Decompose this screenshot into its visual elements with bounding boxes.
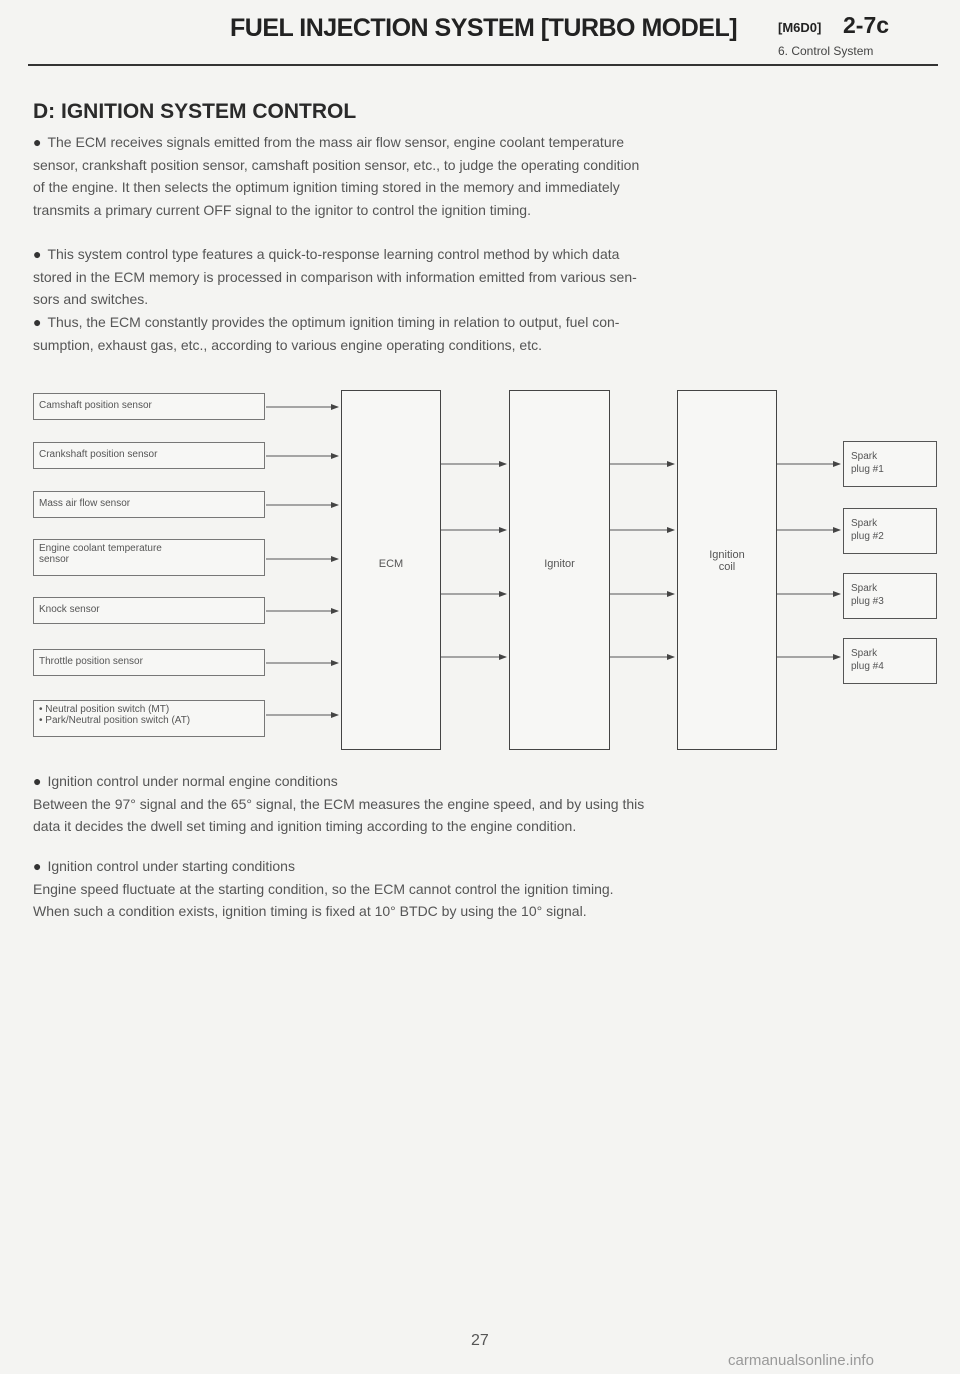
sensor-label: Mass air flow sensor bbox=[39, 498, 131, 509]
note-heading: Ignition control under starting conditions bbox=[47, 858, 295, 874]
note-heading: Ignition control under normal engine conditions bbox=[47, 773, 338, 789]
paragraph-text: The ECM receives signals emitted from the mass air flow sensor, engine coolant temperature sensor, crankshaft position sensor, camshaft position sensor, etc., to judge the operating condition of the engine. It then selects the optimum ignition timing stored in the memory and immediately transmits a primary current OFF signal to the ignitor to control the ignition timing. bbox=[33, 134, 640, 218]
sensor-label: Engine coolant temperature sensor bbox=[39, 543, 162, 565]
section-heading: D: IGNITION SYSTEM CONTROL bbox=[33, 100, 357, 123]
sensor-label: • Neutral position switch (MT) • Park/Neutral position switch (AT) bbox=[39, 704, 191, 726]
sensor-coolant-temp bbox=[33, 539, 265, 576]
plug-label: Spark plug #1 bbox=[851, 451, 884, 475]
ignitor-box bbox=[509, 390, 610, 750]
header-page-ref: 2-7c bbox=[843, 12, 890, 38]
ignition-coil-label: Ignition coil bbox=[709, 549, 745, 573]
bullet-icon: ● bbox=[33, 134, 42, 150]
sensor-switches bbox=[33, 700, 265, 737]
ecm-box bbox=[341, 390, 441, 750]
note-text: Engine speed fluctuate at the starting condition, so the ECM cannot control the ignition timing. When such a condition exists, ignition timing is fixed at 10° BTDC by using the 10° signal. bbox=[33, 880, 614, 919]
paragraph-1 bbox=[33, 131, 938, 221]
spark-plug-3 bbox=[843, 573, 937, 619]
paragraph-3 bbox=[33, 311, 938, 356]
plug-label: Spark plug #3 bbox=[851, 583, 884, 607]
spark-plug-1 bbox=[843, 441, 937, 487]
bullet-icon: ● bbox=[33, 858, 42, 874]
page-header-title: FUEL INJECTION SYSTEM [TURBO MODEL] bbox=[230, 14, 738, 42]
ignitor-label: Ignitor bbox=[544, 558, 575, 570]
paragraph-2 bbox=[33, 243, 938, 311]
ecm-label: ECM bbox=[378, 558, 404, 570]
sensor-label: Throttle position sensor bbox=[39, 656, 143, 667]
sensor-label: Knock sensor bbox=[39, 604, 100, 615]
bullet-icon: ● bbox=[33, 773, 42, 789]
note-normal bbox=[33, 770, 938, 838]
sensor-camshaft bbox=[33, 393, 265, 420]
plug-label: Spark plug #4 bbox=[851, 648, 884, 672]
header-rule bbox=[28, 64, 938, 66]
plug-label: Spark plug #2 bbox=[851, 518, 884, 542]
watermark: carmanualsonline.info bbox=[728, 1352, 874, 1369]
paragraph-text: This system control type features a quick-to-response learning control method by which data stored in the ECM memory is processed in comparison with information emitted from various sen- sors and switches. bbox=[33, 246, 637, 307]
sensor-label: Camshaft position sensor bbox=[39, 400, 152, 411]
sensor-crankshaft bbox=[33, 442, 265, 469]
header-code: [M6D0] bbox=[778, 20, 822, 35]
sensor-mass-air-flow bbox=[33, 491, 265, 518]
sensor-throttle bbox=[33, 649, 265, 676]
paragraph-text: Thus, the ECM constantly provides the optimum ignition timing in relation to output, fuel con- sumption, exhaust gas, etc., according to various engine operating conditions, etc. bbox=[33, 314, 620, 353]
note-text: Between the 97° signal and the 65° signal, the ECM measures the engine speed, and by using this data it decides the dwell set timing and ignition timing according to the engine condition. bbox=[33, 795, 645, 834]
header-section: 6. Control System bbox=[778, 44, 874, 58]
spark-plug-2 bbox=[843, 508, 937, 554]
bullet-icon: ● bbox=[33, 314, 42, 330]
sensor-label: Crankshaft position sensor bbox=[39, 449, 158, 460]
bullet-icon: ● bbox=[33, 246, 42, 262]
page-number: 27 bbox=[471, 1332, 489, 1349]
spark-plug-4 bbox=[843, 638, 937, 684]
note-starting bbox=[33, 855, 938, 923]
sensor-knock bbox=[33, 597, 265, 624]
